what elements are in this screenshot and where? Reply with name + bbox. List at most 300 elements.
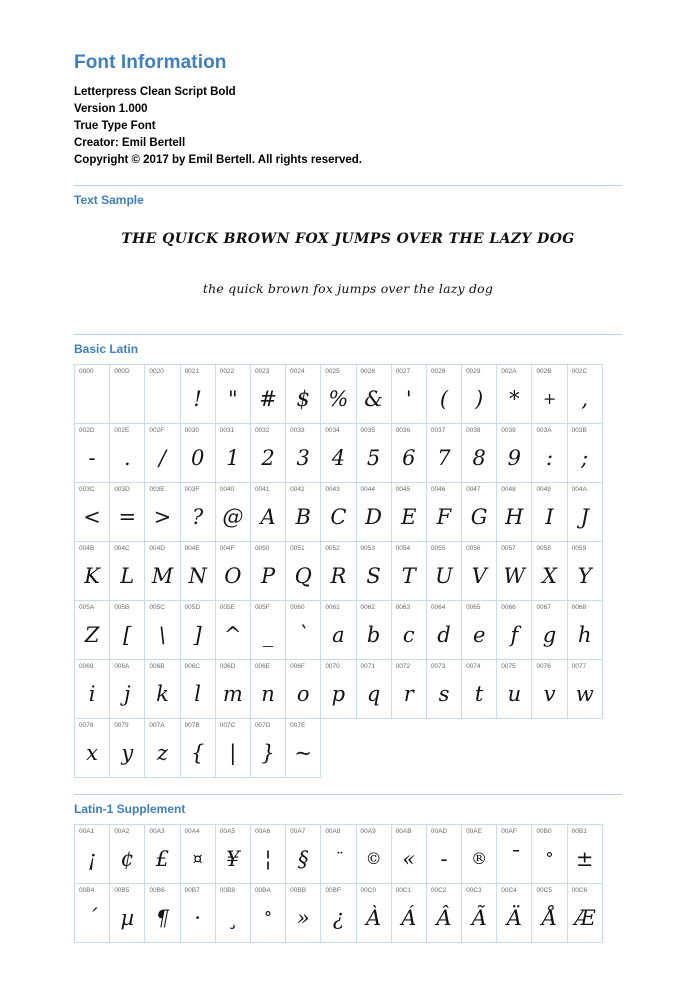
glyph-char: 1 bbox=[226, 446, 240, 470]
glyph-char: k bbox=[156, 682, 169, 706]
glyph-char: s bbox=[438, 682, 450, 706]
glyph-cell[interactable] bbox=[215, 542, 250, 601]
glyph-code: 0074 bbox=[466, 663, 481, 670]
glyph-cell[interactable] bbox=[321, 601, 356, 660]
glyph-code: 00A1 bbox=[79, 828, 95, 835]
glyph-cell[interactable] bbox=[426, 825, 461, 884]
glyph-code: 00A7 bbox=[290, 828, 306, 835]
glyph-char: x bbox=[86, 741, 99, 765]
glyph-cell[interactable] bbox=[75, 719, 110, 778]
glyph-cell[interactable] bbox=[356, 424, 391, 483]
glyph-char: E bbox=[401, 505, 417, 529]
grid-filler bbox=[602, 719, 621, 778]
text-sample-block bbox=[74, 215, 622, 318]
glyph-char: h bbox=[577, 623, 592, 647]
glyph-cell[interactable] bbox=[426, 424, 461, 483]
glyph-code: 00B8 bbox=[219, 887, 235, 894]
glyph-code: 00C1 bbox=[395, 887, 412, 894]
glyph-char: A bbox=[260, 505, 276, 529]
glyph-cell[interactable] bbox=[462, 483, 497, 542]
glyph-cell[interactable] bbox=[426, 365, 461, 424]
glyph-cell[interactable] bbox=[462, 601, 497, 660]
glyph-char: 4 bbox=[331, 446, 346, 470]
glyph-cell[interactable] bbox=[497, 660, 532, 719]
glyph-cell[interactable] bbox=[180, 884, 215, 943]
glyph-cell[interactable] bbox=[497, 483, 532, 542]
glyph-code: 00A2 bbox=[114, 828, 130, 835]
glyph-char: Ã bbox=[471, 906, 487, 930]
glyph-cell[interactable] bbox=[250, 660, 285, 719]
glyph-cell[interactable] bbox=[286, 424, 321, 483]
glyph-cell[interactable] bbox=[567, 660, 602, 719]
glyph-code: 002F bbox=[149, 427, 165, 434]
glyph-cell[interactable] bbox=[391, 424, 426, 483]
font-info-line: Creator: Emil Bertell bbox=[74, 137, 186, 149]
grid-filler bbox=[602, 365, 621, 424]
glyph-code: 003A bbox=[536, 427, 552, 434]
glyph-code: 006D bbox=[219, 663, 236, 670]
section-heading-latin-1-supplement: Latin-1 Supplement bbox=[74, 794, 622, 816]
glyph-cell[interactable] bbox=[180, 601, 215, 660]
glyph-cell[interactable] bbox=[321, 424, 356, 483]
glyph-char: ¸ bbox=[227, 906, 239, 930]
glyph-code: 007A bbox=[149, 722, 165, 729]
glyph-cell[interactable] bbox=[462, 825, 497, 884]
glyph-code: 007E bbox=[290, 722, 306, 729]
glyph-cell[interactable] bbox=[215, 660, 250, 719]
glyph-cell[interactable] bbox=[462, 542, 497, 601]
glyph-char: F bbox=[436, 505, 452, 529]
glyph-cell[interactable] bbox=[567, 601, 602, 660]
glyph-cell[interactable] bbox=[497, 825, 532, 884]
glyph-code: 007C bbox=[219, 722, 236, 729]
glyph-cell[interactable] bbox=[567, 825, 602, 884]
glyph-char bbox=[145, 377, 179, 421]
glyph-char: \ bbox=[158, 623, 166, 647]
grid-filler bbox=[602, 483, 621, 542]
glyph-code: 002B bbox=[536, 368, 552, 375]
glyph-cell[interactable] bbox=[567, 483, 602, 542]
glyph-cell[interactable] bbox=[250, 483, 285, 542]
glyph-char: G bbox=[470, 505, 488, 529]
glyph-char: } bbox=[261, 741, 275, 765]
glyph-char: Q bbox=[294, 564, 312, 588]
glyph-cell[interactable] bbox=[145, 884, 180, 943]
glyph-cell[interactable] bbox=[286, 542, 321, 601]
glyph-char: K bbox=[84, 564, 100, 588]
glyph-code: 0068 bbox=[571, 604, 587, 611]
glyph-cell[interactable] bbox=[145, 483, 180, 542]
glyph-cell[interactable] bbox=[426, 884, 461, 943]
glyph-cell[interactable] bbox=[180, 542, 215, 601]
glyph-cell[interactable] bbox=[145, 601, 180, 660]
glyph-code: 0062 bbox=[360, 604, 375, 611]
glyph-char: { bbox=[190, 741, 205, 765]
glyph-cell[interactable] bbox=[567, 424, 602, 483]
glyph-cell[interactable] bbox=[180, 483, 215, 542]
glyph-cell[interactable] bbox=[145, 424, 180, 483]
glyph-cell[interactable] bbox=[215, 825, 250, 884]
glyph-code: 0052 bbox=[325, 545, 340, 552]
glyph-char: ¦ bbox=[264, 847, 272, 871]
glyph-cell[interactable] bbox=[75, 825, 110, 884]
glyph-cell[interactable] bbox=[145, 825, 180, 884]
glyph-code: 0049 bbox=[536, 486, 551, 493]
glyph-cell[interactable] bbox=[532, 483, 567, 542]
glyph-char: Ä bbox=[506, 906, 522, 930]
glyph-cell[interactable] bbox=[145, 542, 180, 601]
glyph-char: m bbox=[222, 682, 243, 706]
glyph-code: 006E bbox=[254, 663, 271, 670]
glyph-code: 003F bbox=[184, 486, 200, 493]
glyph-cell[interactable] bbox=[391, 884, 426, 943]
glyph-cell[interactable] bbox=[497, 601, 532, 660]
glyph-cell[interactable] bbox=[321, 825, 356, 884]
glyph-code: 00BB bbox=[290, 887, 307, 894]
glyph-code: 0042 bbox=[290, 486, 305, 493]
glyph-code: 0078 bbox=[79, 722, 94, 729]
glyph-char: - bbox=[440, 847, 448, 871]
glyph-char: . bbox=[123, 446, 131, 470]
grid-filler bbox=[497, 719, 532, 778]
glyph-char: L bbox=[120, 564, 135, 588]
glyph-cell[interactable] bbox=[145, 660, 180, 719]
text-sample-uppercase: THE QUICK BROWN FOX JUMPS OVER THE LAZY DOG bbox=[121, 231, 575, 247]
glyph-char: Å bbox=[541, 906, 558, 930]
glyph-code: 0073 bbox=[430, 663, 446, 670]
glyph-cell[interactable] bbox=[215, 424, 250, 483]
glyph-cell[interactable] bbox=[286, 365, 321, 424]
text-sample-lowercase: the quick brown fox jumps over the lazy dog bbox=[202, 281, 494, 296]
glyph-cell[interactable] bbox=[426, 660, 461, 719]
glyph-code: 0060 bbox=[290, 604, 305, 611]
glyph-char: ' bbox=[405, 387, 412, 411]
glyph-code: 006A bbox=[114, 663, 130, 670]
glyph-cell[interactable] bbox=[250, 424, 285, 483]
glyph-code: 0045 bbox=[395, 486, 411, 493]
glyph-code: 002E bbox=[114, 427, 130, 434]
glyph-code: 003B bbox=[571, 427, 587, 434]
glyph-table-latin-1-supplement bbox=[74, 824, 622, 943]
glyph-cell[interactable] bbox=[532, 825, 567, 884]
glyph-char: w bbox=[575, 682, 594, 706]
glyph-cell[interactable] bbox=[180, 719, 215, 778]
glyph-cell[interactable] bbox=[75, 424, 110, 483]
glyph-char: ¶ bbox=[155, 906, 170, 930]
glyph-cell[interactable] bbox=[75, 601, 110, 660]
glyph-char: S bbox=[366, 564, 381, 588]
glyph-code: 0079 bbox=[114, 722, 129, 729]
glyph-code: 0069 bbox=[79, 663, 94, 670]
glyph-code: 00C2 bbox=[430, 887, 447, 894]
glyph-code: 005F bbox=[254, 604, 270, 611]
glyph-cell[interactable] bbox=[391, 365, 426, 424]
glyph-cell[interactable] bbox=[145, 719, 180, 778]
glyph-char: ¨ bbox=[334, 849, 343, 868]
glyph-char: c bbox=[402, 623, 415, 647]
glyph-cell[interactable] bbox=[75, 542, 110, 601]
glyph-cell[interactable] bbox=[180, 365, 215, 424]
glyph-cell[interactable] bbox=[215, 601, 250, 660]
glyph-char: f bbox=[510, 623, 519, 647]
glyph-char: ¥ bbox=[226, 847, 240, 871]
glyph-code: 0071 bbox=[360, 663, 375, 670]
glyph-cell[interactable] bbox=[391, 825, 426, 884]
glyph-code: 00B0 bbox=[536, 828, 552, 835]
glyph-code: 00AD bbox=[430, 828, 448, 835]
glyph-cell[interactable] bbox=[532, 660, 567, 719]
glyph-code: 0031 bbox=[219, 427, 235, 434]
glyph-cell[interactable] bbox=[391, 660, 426, 719]
glyph-code: 006F bbox=[290, 663, 305, 670]
glyph-char: » bbox=[296, 906, 310, 930]
glyph-code: 0043 bbox=[325, 486, 340, 493]
glyph-char: O bbox=[224, 564, 242, 588]
glyph-char: g bbox=[542, 623, 557, 647]
glyph-cell[interactable] bbox=[426, 483, 461, 542]
glyph-code: 0024 bbox=[290, 368, 305, 375]
glyph-cell[interactable] bbox=[567, 365, 602, 424]
table-row bbox=[75, 660, 622, 719]
glyph-char: ^ bbox=[224, 623, 242, 647]
glyph-cell[interactable] bbox=[321, 365, 356, 424]
glyph-char: ¡ bbox=[87, 847, 97, 871]
glyph-cell[interactable] bbox=[250, 719, 285, 778]
glyph-cell[interactable] bbox=[532, 601, 567, 660]
glyph-code: 00A9 bbox=[360, 828, 376, 835]
font-info-line: Copyright © 2017 by Emil Bertell. All rights reserved. bbox=[74, 154, 362, 166]
glyph-code: 0032 bbox=[254, 427, 270, 434]
glyph-cell[interactable] bbox=[391, 483, 426, 542]
glyph-cell[interactable] bbox=[286, 825, 321, 884]
glyph-char: t bbox=[474, 682, 484, 706]
glyph-code: 0027 bbox=[395, 368, 411, 375]
grid-filler bbox=[462, 719, 497, 778]
glyph-cell[interactable] bbox=[75, 660, 110, 719]
glyph-code: 0029 bbox=[466, 368, 481, 375]
glyph-cell[interactable] bbox=[110, 719, 145, 778]
glyph-cell[interactable] bbox=[462, 660, 497, 719]
glyph-cell[interactable] bbox=[532, 884, 567, 943]
glyph-code: 0044 bbox=[360, 486, 375, 493]
glyph-cell[interactable] bbox=[250, 825, 285, 884]
table-row bbox=[75, 719, 622, 778]
glyph-char: $ bbox=[296, 387, 310, 411]
glyph-code: 005E bbox=[219, 604, 235, 611]
glyph-code: 00B7 bbox=[184, 887, 200, 894]
glyph-char: ! bbox=[193, 387, 202, 411]
glyph-cell[interactable] bbox=[426, 542, 461, 601]
glyph-code: 004D bbox=[149, 545, 165, 552]
glyph-code: 0053 bbox=[360, 545, 375, 552]
glyph-char: N bbox=[188, 564, 207, 588]
glyph-code: 0035 bbox=[360, 427, 375, 434]
glyph-cell[interactable] bbox=[391, 542, 426, 601]
glyph-code: 00C0 bbox=[360, 887, 377, 894]
page-title: Font Information bbox=[74, 52, 227, 73]
glyph-cell[interactable] bbox=[250, 884, 285, 943]
glyph-char: ` bbox=[297, 623, 309, 647]
glyph-cell[interactable] bbox=[286, 719, 321, 778]
glyph-cell[interactable] bbox=[321, 884, 356, 943]
glyph-char: d bbox=[437, 623, 451, 647]
glyph-char: ( bbox=[439, 387, 449, 411]
glyph-char: J bbox=[580, 505, 589, 529]
glyph-code: 002C bbox=[571, 368, 588, 375]
glyph-cell[interactable] bbox=[75, 884, 110, 943]
glyph-code: 0050 bbox=[254, 545, 270, 552]
glyph-cell[interactable] bbox=[391, 601, 426, 660]
glyph-code: 004C bbox=[114, 545, 130, 552]
glyph-cell[interactable] bbox=[75, 365, 110, 424]
glyph-code: 0039 bbox=[501, 427, 516, 434]
grid-filler bbox=[391, 719, 426, 778]
glyph-char: Â bbox=[436, 906, 452, 930]
glyph-code: 005A bbox=[79, 604, 95, 611]
glyph-code: 00C6 bbox=[571, 887, 588, 894]
glyph-cell[interactable] bbox=[286, 884, 321, 943]
glyph-cell[interactable] bbox=[110, 601, 145, 660]
glyph-cell[interactable] bbox=[462, 424, 497, 483]
glyph-code: 00B1 bbox=[571, 828, 587, 835]
glyph-code: 0022 bbox=[219, 368, 235, 375]
glyph-cell[interactable] bbox=[110, 825, 145, 884]
glyph-code: 00BF bbox=[325, 887, 341, 894]
glyph-char: 5 bbox=[366, 446, 381, 470]
glyph-char: & bbox=[364, 387, 383, 411]
glyph-cell[interactable] bbox=[286, 483, 321, 542]
glyph-cell[interactable] bbox=[180, 424, 215, 483]
grid-filler bbox=[602, 601, 621, 660]
glyph-cell[interactable] bbox=[180, 660, 215, 719]
grid-filler bbox=[602, 542, 621, 601]
glyph-code: 00AB bbox=[395, 828, 412, 835]
glyph-cell[interactable] bbox=[497, 365, 532, 424]
glyph-code: 00A4 bbox=[184, 828, 200, 835]
table-row bbox=[75, 542, 622, 601]
table-row bbox=[75, 825, 622, 884]
glyph-char: e bbox=[472, 623, 486, 647]
glyph-char: Æ bbox=[574, 906, 596, 930]
glyph-cell[interactable] bbox=[321, 542, 356, 601]
glyph-char: W bbox=[503, 564, 526, 588]
glyph-cell[interactable] bbox=[215, 884, 250, 943]
glyph-char: [ bbox=[123, 623, 132, 647]
glyph-cell[interactable] bbox=[321, 483, 356, 542]
glyph-code: 0034 bbox=[325, 427, 340, 434]
glyph-char: M bbox=[151, 564, 174, 588]
table-row bbox=[75, 424, 622, 483]
glyph-code: 0054 bbox=[395, 545, 411, 552]
glyph-cell[interactable] bbox=[145, 365, 180, 424]
glyph-cell[interactable] bbox=[110, 483, 145, 542]
glyph-cell[interactable] bbox=[110, 542, 145, 601]
glyph-cell[interactable] bbox=[532, 365, 567, 424]
glyph-cell[interactable] bbox=[250, 542, 285, 601]
glyph-cell[interactable] bbox=[180, 825, 215, 884]
glyph-code: 00B6 bbox=[149, 887, 165, 894]
glyph-cell[interactable] bbox=[462, 365, 497, 424]
glyph-char: £ bbox=[155, 847, 170, 871]
glyph-cell[interactable] bbox=[321, 660, 356, 719]
glyph-char: C bbox=[330, 505, 347, 529]
table-row bbox=[75, 483, 622, 542]
glyph-code: 004E bbox=[184, 545, 200, 552]
glyph-char: ¤ bbox=[192, 849, 203, 868]
glyph-char: v bbox=[543, 682, 556, 706]
glyph-cell[interactable] bbox=[356, 483, 391, 542]
glyph-code: 0037 bbox=[430, 427, 446, 434]
glyph-code: 0047 bbox=[466, 486, 481, 493]
glyph-cell[interactable] bbox=[356, 601, 391, 660]
glyph-code: 0061 bbox=[325, 604, 340, 611]
glyph-code: 00A6 bbox=[254, 828, 271, 835]
grid-filler bbox=[602, 660, 621, 719]
glyph-code: 0058 bbox=[536, 545, 551, 552]
glyph-code: 0033 bbox=[290, 427, 305, 434]
glyph-cell[interactable] bbox=[497, 884, 532, 943]
glyph-cell[interactable] bbox=[215, 365, 250, 424]
glyph-cell[interactable] bbox=[356, 542, 391, 601]
glyph-cell[interactable] bbox=[250, 365, 285, 424]
glyph-cell[interactable] bbox=[215, 719, 250, 778]
glyph-cell[interactable] bbox=[250, 601, 285, 660]
glyph-cell[interactable] bbox=[567, 542, 602, 601]
glyph-code: 002A bbox=[501, 368, 517, 375]
glyph-cell[interactable] bbox=[497, 542, 532, 601]
glyph-code: 004B bbox=[79, 545, 95, 552]
glyph-cell[interactable] bbox=[110, 884, 145, 943]
glyph-char: = bbox=[118, 505, 137, 529]
glyph-char: y bbox=[121, 741, 134, 765]
glyph-char: U bbox=[435, 564, 453, 588]
glyph-char: ¢ bbox=[120, 847, 134, 871]
glyph-cell[interactable] bbox=[75, 483, 110, 542]
glyph-code: 0063 bbox=[395, 604, 411, 611]
glyph-cell[interactable] bbox=[215, 483, 250, 542]
glyph-cell[interactable] bbox=[567, 884, 602, 943]
glyph-code: 0046 bbox=[430, 486, 446, 493]
glyph-cell[interactable] bbox=[426, 601, 461, 660]
glyph-char: 7 bbox=[437, 446, 451, 470]
glyph-cell[interactable] bbox=[110, 365, 145, 424]
glyph-char: I bbox=[545, 505, 554, 529]
glyph-char: a bbox=[332, 623, 345, 647]
glyph-cell[interactable] bbox=[356, 365, 391, 424]
glyph-code: 0000 bbox=[79, 368, 94, 375]
glyph-code: 0057 bbox=[501, 545, 516, 552]
glyph-char: o bbox=[296, 682, 310, 706]
glyph-cell[interactable] bbox=[497, 424, 532, 483]
glyph-cell[interactable] bbox=[462, 884, 497, 943]
glyph-cell[interactable] bbox=[532, 542, 567, 601]
glyph-cell[interactable] bbox=[356, 660, 391, 719]
grid-filler bbox=[426, 719, 461, 778]
glyph-cell[interactable] bbox=[356, 884, 391, 943]
glyph-cell[interactable] bbox=[110, 660, 145, 719]
glyph-char: b bbox=[366, 623, 381, 647]
glyph-char: | bbox=[229, 741, 237, 765]
glyph-code: 0067 bbox=[536, 604, 551, 611]
glyph-cell[interactable] bbox=[532, 424, 567, 483]
glyph-cell[interactable] bbox=[110, 424, 145, 483]
glyph-code: 0038 bbox=[466, 427, 481, 434]
glyph-cell[interactable] bbox=[356, 825, 391, 884]
glyph-cell[interactable] bbox=[286, 660, 321, 719]
glyph-cell[interactable] bbox=[286, 601, 321, 660]
glyph-char: 3 bbox=[296, 446, 310, 470]
glyph-char: - bbox=[88, 446, 96, 470]
